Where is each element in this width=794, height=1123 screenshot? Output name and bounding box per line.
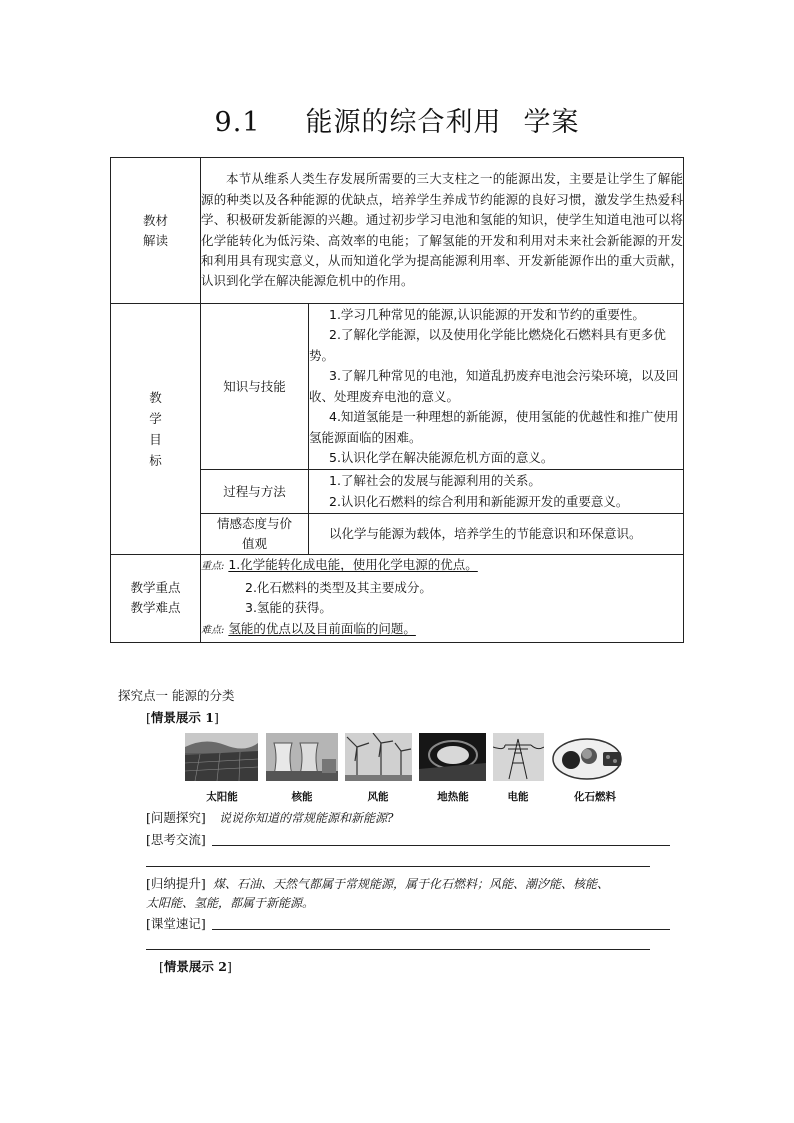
title-main: 能源的综合利用 [305, 107, 502, 138]
key-prefix: 重点: [201, 561, 225, 572]
knowledge-item: 3.了解几种常见的电池，知道乱扔废弃电池会污染环境，以及回收、处理废弃电池的意义。 [309, 368, 679, 404]
key-content [201, 555, 684, 643]
knowledge-label: 知识与技能 [201, 304, 309, 470]
emotion-label-line2: 值观 [241, 536, 267, 551]
emotion-label-line1: 情感态度与价 [216, 516, 292, 531]
key-point-row [201, 555, 683, 578]
textbook-row [111, 158, 684, 304]
geothermal-energy-image [419, 733, 486, 781]
process-items [309, 470, 684, 514]
textbook-text [201, 158, 684, 304]
emotion-label [201, 514, 309, 555]
knowledge-item: 1.学习几种常见的能源,认识能源的开发和节约的重要性。 [329, 306, 645, 322]
scene-2-label: [情景展示 2] [159, 959, 232, 974]
goals-label [111, 304, 201, 555]
overview-table [110, 157, 684, 643]
caption-nuclear: 核能 [291, 791, 313, 803]
difficulty-text: 氢能的优点以及目前面临的问题。 [228, 621, 416, 637]
key-label [111, 555, 201, 643]
notes-line-2[interactable] [146, 949, 650, 950]
summary-label: 归纳提升 [150, 876, 201, 891]
question-label: 问题探究 [150, 810, 201, 825]
process-item: 2.认识化石燃料的综合利用和新能源开发的重要意义。 [329, 493, 629, 509]
key-label-line1: 教学重点 [130, 580, 181, 596]
fossil-fuel-image [551, 732, 628, 782]
title-suffix: 学案 [523, 107, 580, 138]
textbook-label-line1: 教材 [142, 212, 168, 228]
caption-geothermal: 地热能 [437, 791, 469, 803]
notes-line-1[interactable] [212, 929, 670, 930]
key-point: 3.氢能的获得。 [245, 600, 332, 616]
process-item: 1.了解社会的发展与能源利用的关系。 [329, 473, 541, 488]
solar-energy-image [185, 733, 258, 781]
key-label-line2: 教学难点 [130, 600, 181, 616]
think-answer-line-1[interactable] [212, 845, 670, 846]
goals-char-3: 目 [149, 432, 162, 447]
textbook-label-line2: 解读 [142, 232, 168, 248]
summary-text-2: 太阳能、氢能，都属于新能源。 [146, 896, 315, 910]
wind-energy-image [345, 733, 412, 781]
goals-char-4: 标 [149, 453, 162, 468]
caption-solar: 太阳能 [206, 791, 238, 803]
scene-1-text: 情景展示 1 [150, 710, 214, 725]
scene-1-label: [情景展示 1] [146, 710, 219, 725]
caption-wind: 风能 [367, 791, 389, 803]
scene-2-text: 情景展示 2 [163, 959, 227, 974]
question-row: [问题探究] [146, 810, 206, 825]
think-answer-line-2[interactable] [146, 866, 650, 867]
think-row: [思考交流] [146, 832, 206, 847]
summary-text-1: 煤、石油、天然气都属于常规能源，属于化石燃料；风能、潮汐能、核能、 [213, 877, 610, 891]
caption-fossil: 化石燃料 [574, 791, 616, 803]
title-number: 9.1 [214, 107, 261, 138]
nuclear-energy-image [266, 733, 338, 781]
emotion-text [309, 514, 684, 555]
page-title [0, 100, 794, 139]
key-point: 1.化学能转化成电能，使用化学电源的优点。 [228, 557, 478, 572]
question-text: 说说你知道的常规能源和新能源? [219, 811, 394, 825]
difficulty-row [201, 619, 683, 642]
knowledge-items [309, 304, 684, 470]
knowledge-item: 5.认识化学在解决能源危机方面的意义。 [329, 450, 554, 465]
notes-label: 课堂速记 [150, 916, 201, 931]
knowledge-item: 4.知道氢能是一种理想的新能源，使用氢能的优越性和推广使用氢能源面临的困难。 [309, 409, 679, 445]
notes-row: [课堂速记] [146, 916, 206, 931]
knowledge-row [111, 304, 684, 470]
emotion-paragraph: 以化学与能源为载体，培养学生的节能意识和环保意识。 [329, 525, 642, 541]
textbook-paragraph: 本节从维系人类生存发展所需要的三大支柱之一的能源出发，主要是让学生了解能源的种类以及各种能源的优缺点，培养学生养成节约能源的良好习惯，激发学生热爱科学、积极研发新能源的兴趣。通过初步学习电池和氢能的知识，使学生知道电池可以将化学能转化为低污染、高效率的电能；了解氢能的开发和利用对未来社会新能源的开发和利用具有现实意义，从而知道化学为提高能源利用率、开发新能源作出的重大贡献，认识到化学在解决能源危机中的作用。 [201, 171, 683, 289]
key-point: 2.化石燃料的类型及其主要成分。 [245, 579, 432, 595]
summary-row: [归纳提升] [146, 876, 206, 891]
key-row [111, 555, 684, 643]
think-label: 思考交流 [150, 832, 201, 847]
knowledge-item: 2.了解化学能源，以及使用化学能比燃烧化石燃料具有更多优势。 [309, 327, 666, 363]
caption-electric: 电能 [507, 791, 529, 803]
textbook-label [111, 158, 201, 304]
section-heading: 探究点一 能源的分类 [118, 688, 235, 703]
goals-char-2: 学 [149, 411, 162, 426]
process-label: 过程与方法 [201, 470, 309, 514]
goals-char-1: 教 [149, 390, 162, 405]
difficulty-prefix: 难点: [201, 625, 225, 637]
electric-energy-image [493, 733, 544, 781]
